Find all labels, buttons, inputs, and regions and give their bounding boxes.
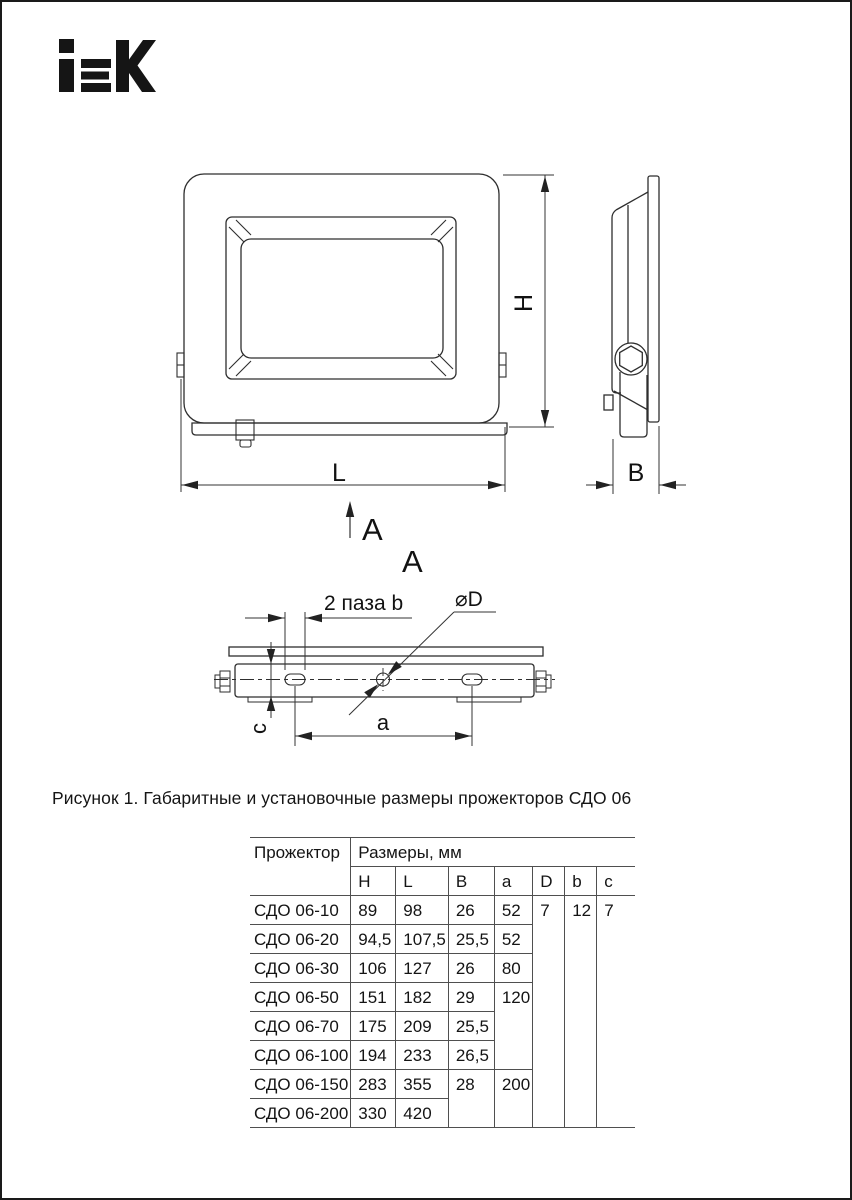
lens-bevels: [229, 220, 453, 376]
cell-b: 12: [565, 896, 597, 1128]
cell-H: 94,5: [351, 925, 396, 954]
figure-caption: Рисунок 1. Габаритные и установочные размеры прожекторов СДО 06: [52, 788, 632, 808]
cell-B: 29: [448, 983, 494, 1012]
cell-L: 98: [396, 896, 449, 925]
cable-gland: [236, 420, 254, 447]
cell-a: 200: [494, 1070, 532, 1128]
cell-H: 151: [351, 983, 396, 1012]
col-header-c: c: [597, 867, 635, 896]
dim-a-label: a: [376, 710, 390, 735]
cell-H: 106: [351, 954, 396, 983]
cell-H: 330: [351, 1099, 396, 1128]
cell-B: 26: [448, 954, 494, 983]
view-direction-arrow: [346, 501, 383, 547]
table-row: [250, 896, 635, 925]
dim-H: [503, 175, 554, 427]
cell-a: 52: [494, 896, 532, 925]
cell-model: СДО 06-10: [250, 896, 351, 925]
col-header-dimensions-group: Размеры, мм: [351, 838, 635, 867]
dim-L-label: L: [332, 459, 346, 487]
cell-c: 7: [597, 896, 635, 1128]
cell-B: 26,5: [448, 1041, 494, 1070]
dim-a: [295, 686, 472, 746]
cell-a: 80: [494, 954, 532, 983]
cell-L: 182: [396, 983, 449, 1012]
cell-model: СДО 06-150: [250, 1070, 351, 1099]
cell-a: 52: [494, 925, 532, 954]
cell-L: 355: [396, 1070, 449, 1099]
cell-model: СДО 06-30: [250, 954, 351, 983]
cell-L: 233: [396, 1041, 449, 1070]
foot-right: [457, 697, 521, 702]
bottom-bar: [192, 423, 507, 435]
cell-B: 26: [448, 896, 494, 925]
dim-slots-label: 2 паза b: [324, 592, 404, 615]
cell-L: 420: [396, 1099, 449, 1128]
back-plate-edge: [229, 647, 543, 656]
bolt-hex: [620, 346, 643, 372]
back-plate: [648, 176, 659, 422]
section-title: A: [402, 544, 423, 579]
dim-hole-label: ⌀D: [455, 588, 483, 611]
foot-left: [248, 697, 312, 702]
cell-model: СДО 06-200: [250, 1099, 351, 1128]
cell-B: 28: [448, 1070, 494, 1128]
cell-L: 209: [396, 1012, 449, 1041]
col-header-L: L: [396, 867, 449, 896]
cell-L: 127: [396, 954, 449, 983]
cell-a: 120: [494, 983, 532, 1070]
col-header-H: H: [351, 867, 396, 896]
cell-H: 175: [351, 1012, 396, 1041]
cell-model: СДО 06-20: [250, 925, 351, 954]
front-view: [177, 174, 507, 447]
cell-L: 107,5: [396, 925, 449, 954]
col-header-b: b: [565, 867, 597, 896]
dim-B: [586, 426, 686, 494]
col-header-D: D: [533, 867, 565, 896]
bottom-view: [214, 647, 555, 702]
lens-frame: [226, 217, 456, 379]
side-view: [604, 176, 659, 437]
col-header-B: B: [448, 867, 494, 896]
cell-H: 283: [351, 1070, 396, 1099]
table-header-row-1: [250, 838, 635, 867]
bracket-arm: [620, 372, 647, 437]
dim-c-label: c: [246, 723, 271, 734]
col-header-a: a: [494, 867, 532, 896]
dimensions-table: [250, 837, 635, 1128]
dim-H-label: H: [510, 293, 538, 313]
cell-B: 25,5: [448, 925, 494, 954]
cell-B: 25,5: [448, 1012, 494, 1041]
end-bolt-left: [215, 671, 230, 692]
dim-B-label: B: [627, 459, 645, 487]
cell-model: СДО 06-100: [250, 1041, 351, 1070]
cell-H: 194: [351, 1041, 396, 1070]
lens-window: [241, 239, 443, 358]
view-arrow-label: A: [362, 512, 383, 547]
end-bolt-right: [536, 671, 551, 692]
cell-D: 7: [533, 896, 565, 1128]
cell-H: 89: [351, 896, 396, 925]
body-outline: [184, 174, 499, 423]
cell-model: СДО 06-70: [250, 1012, 351, 1041]
side-gland: [604, 395, 613, 410]
cell-model: СДО 06-50: [250, 983, 351, 1012]
col-header-product: Прожектор: [250, 838, 351, 896]
